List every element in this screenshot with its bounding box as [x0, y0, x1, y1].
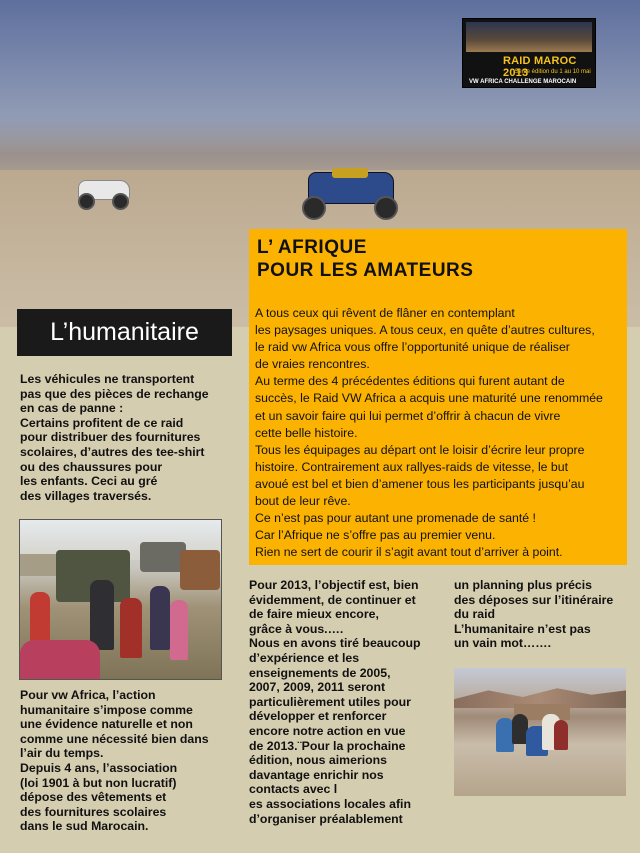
text-line: une évidence naturelle et non	[20, 717, 193, 732]
afrique-line: histoire. Contrairement aux rallyes-raids de vitesse, le but	[255, 459, 569, 474]
afrique-line: bout de leur rêve.	[255, 494, 351, 509]
badge-title: RAID MAROC 2013	[503, 55, 577, 79]
objectif-2013-text	[249, 578, 444, 826]
text-line: 2007, 2009, 2011 seront	[249, 680, 386, 695]
text-line: un vain mot…….	[454, 636, 552, 651]
text-line: de faire mieux encore,	[249, 607, 379, 622]
text-line: d’expérience et les	[249, 650, 360, 665]
text-line: dépose des vêtements et	[20, 790, 167, 805]
text-line: es associations locales afin	[249, 796, 411, 811]
text-line: comme une nécessité bien dans	[20, 731, 209, 746]
text-line: Depuis 4 ans, l’association	[20, 760, 178, 775]
text-line: Nous en avons tiré beaucoup	[249, 636, 421, 651]
text-line: évidemment, de continuer et	[249, 592, 416, 607]
afrique-line: Ce n’est pas pour autant une promenade de santé !	[255, 511, 536, 526]
text-line: d’organiser préalablement	[249, 811, 403, 826]
text-line: des déposes sur l’itinéraire	[454, 592, 614, 607]
planning-text	[454, 578, 634, 651]
text-line: enseignements de 2005,	[249, 665, 391, 680]
text-line: Certains profitent de ce raid	[20, 415, 184, 430]
text-line: de 2013.¨Pour la prochaine	[249, 738, 406, 753]
afrique-line: succès, le Raid VW Africa a acquis une maturité une renommée	[255, 391, 603, 406]
afrique-body	[255, 305, 625, 561]
text-line: en cas de panne :	[20, 401, 124, 416]
blue-buggy-car	[302, 166, 398, 222]
children-with-vehicles-photo	[19, 519, 222, 680]
afrique-line: de vraies rencontres.	[255, 357, 370, 372]
afrique-line: les paysages uniques. A tous ceux, en quête d’autres cultures,	[255, 323, 595, 338]
afrique-heading-line1: L’ AFRIQUE	[257, 237, 367, 258]
text-line: un planning plus précis	[454, 578, 593, 592]
afrique-line: le raid vw Africa vous offre l’opportunité unique de réaliser	[255, 340, 570, 355]
text-line: Pour vw Africa, l’action	[20, 688, 156, 702]
afrique-line: Tous les équipages au départ ont le loisir d’écrire leur propre	[255, 442, 585, 457]
afrique-heading-line2: POUR LES AMATEURS	[257, 260, 474, 281]
text-line: dans le sud Marocain.	[20, 819, 149, 834]
text-line: Les véhicules ne transportent	[20, 372, 195, 386]
afrique-line: A tous ceux qui rêvent de flâner en contemplant	[255, 306, 515, 320]
afrique-line: cette belle histoire.	[255, 425, 358, 440]
text-line: ou des chaussures pour	[20, 459, 163, 474]
text-line: L’humanitaire n’est pas	[454, 621, 591, 636]
text-line: contacts avec l	[249, 782, 338, 797]
text-line: des fournitures scolaires	[20, 804, 167, 819]
text-line: grâce à vous.….	[249, 621, 344, 636]
text-line: particulièrement utiles pour	[249, 694, 411, 709]
text-line: davantage enrichir nos	[249, 767, 384, 782]
afrique-heading	[257, 236, 473, 282]
afrique-line: avoué est bel et bien d’amener tous les participants jusqu’au	[255, 476, 585, 491]
badge-edition: 5ème édition du 1 au 10 mai	[515, 69, 591, 75]
text-line: les enfants. Ceci au gré	[20, 474, 158, 489]
raid-maroc-badge	[462, 18, 596, 88]
text-line: humanitaire s’impose comme	[20, 702, 193, 717]
text-line: l’air du temps.	[20, 746, 104, 761]
text-line: Pour 2013, l’objectif est, bien	[249, 578, 419, 592]
humanitaire-title: L’humanitaire	[17, 309, 232, 356]
afrique-line: Au terme des 4 précédentes éditions qui furent autant de	[255, 374, 565, 389]
text-line: scolaires, d’autres des tee-shirt	[20, 444, 205, 459]
text-line: (loi 1901 à but non lucratif)	[20, 775, 177, 790]
text-line: développer et renforcer	[249, 709, 387, 724]
text-line: des villages traversés.	[20, 488, 152, 503]
badge-photo	[466, 22, 592, 52]
white-buggy-car	[76, 178, 132, 208]
village-group-photo	[454, 668, 626, 796]
text-line: encore notre action en vue	[249, 723, 406, 738]
afrique-box	[249, 229, 627, 565]
text-line: du raid	[454, 607, 495, 622]
afrique-line: Rien ne sert de courir il s’agit avant tout d’arriver à point.	[255, 545, 563, 560]
humanitaire-intro-text	[20, 372, 240, 503]
humanitaire-action-text	[20, 688, 230, 834]
text-line: pour distribuer des fournitures	[20, 430, 201, 445]
afrique-line: et un savoir faire qui lui permet d’offrir à chacun de vivre	[255, 408, 561, 423]
text-line: édition, nous aimerions	[249, 753, 388, 768]
afrique-line: Car l’Afrique ne s’offre pas au premier venu.	[255, 528, 496, 543]
badge-subtitle: VW AFRICA CHALLENGE MAROCAIN	[469, 79, 577, 85]
text-line: pas que des pièces de rechange	[20, 386, 209, 401]
